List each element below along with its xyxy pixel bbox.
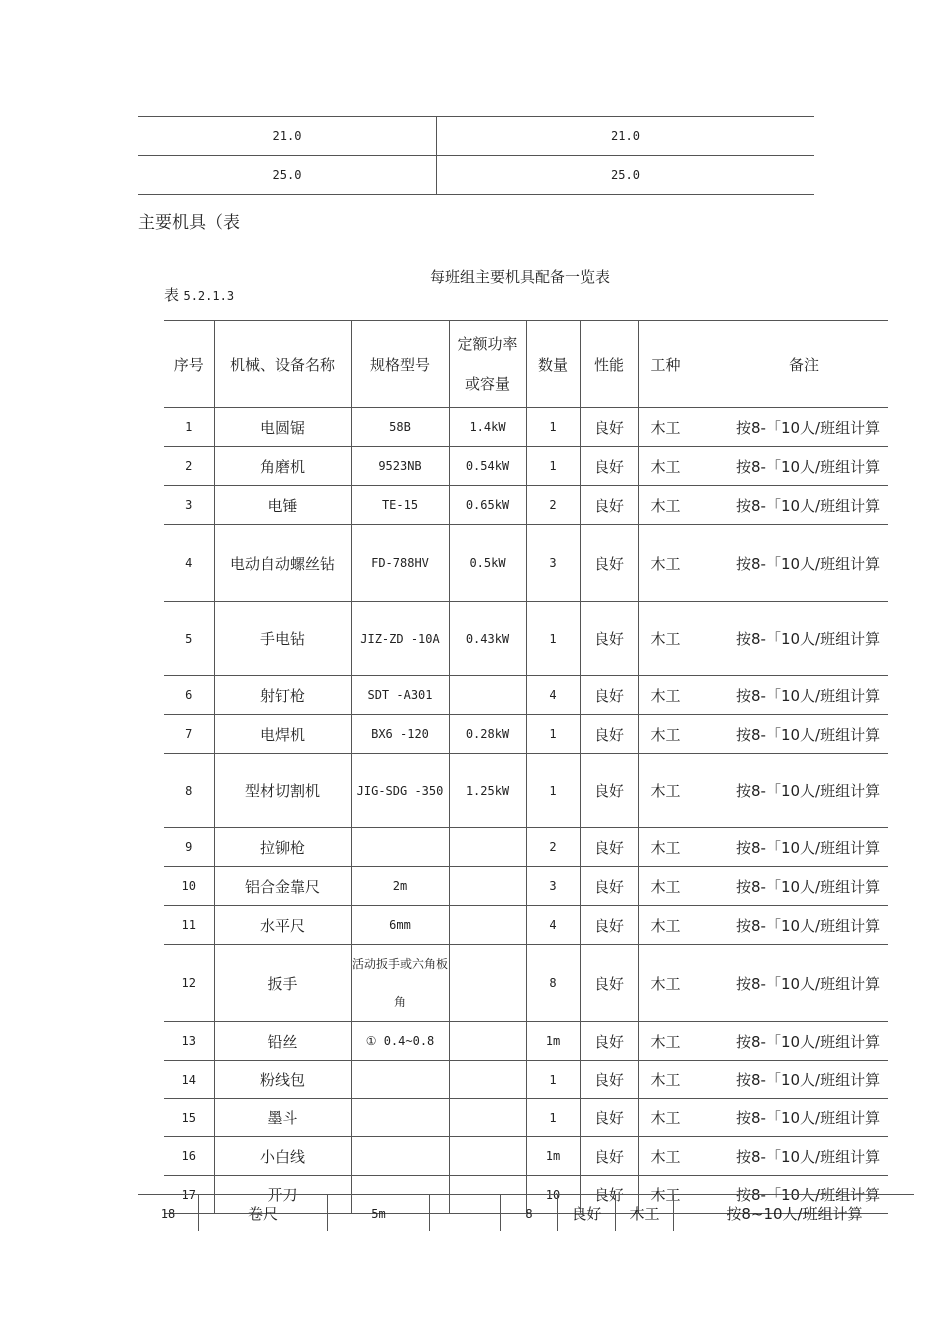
equipment-table-body [164,408,888,1214]
header-seq: 序号 [164,321,214,408]
cell-work-type: 木工 [638,1061,720,1099]
cell-note: 按8-「10人/班组计算 [720,906,888,945]
cell-seq: 10 [164,867,214,906]
table-row [164,945,888,1022]
cell-name: 墨斗 [214,1099,351,1137]
cell-note: 按8-「10人/班组计算 [720,828,888,867]
cell-name: 角磨机 [214,447,351,486]
cell-performance: 良好 [580,1137,638,1176]
cell-qty: 8 [526,945,580,1022]
cell-note: 按8-「10人/班组计算 [720,1176,888,1214]
header-note: 备注 [720,321,888,408]
last-row-model: 5m [327,1195,429,1231]
cell-qty: 1 [526,408,580,447]
table-number-prefix: 表 [164,286,180,304]
cell-power [449,676,526,715]
cell-seq: 15 [164,1099,214,1137]
cell-model: FD-788HV [351,525,449,602]
cell-performance: 良好 [580,525,638,602]
cell-name: 拉铆枪 [214,828,351,867]
header-model: 规格型号 [351,321,449,408]
cell-qty: 2 [526,486,580,525]
cell-name: 扳手 [214,945,351,1022]
cell-qty: 1m [526,1137,580,1176]
table-row [164,1099,888,1137]
cell-work-type: 木工 [638,447,720,486]
table-cell: 25.0 [138,156,437,195]
cell-model: 2m [351,867,449,906]
cell-name: 水平尺 [214,906,351,945]
cell-note: 按8-「10人/班组计算 [720,1137,888,1176]
cell-qty: 4 [526,906,580,945]
table-row [164,408,888,447]
table-cell: 25.0 [437,156,815,195]
cell-model: 活动扳手或六角板角 [351,945,449,1022]
cell-qty: 1 [526,1099,580,1137]
cell-power: 1.4kW [449,408,526,447]
cell-seq: 17 [164,1176,214,1214]
cell-seq: 14 [164,1061,214,1099]
cell-model: TE-15 [351,486,449,525]
table-row [164,715,888,754]
cell-model [351,1137,449,1176]
table-cell: 21.0 [437,117,815,156]
cell-performance: 良好 [580,715,638,754]
cell-performance: 良好 [580,1022,638,1061]
cell-power: 0.54kW [449,447,526,486]
cell-name: 电圆锯 [214,408,351,447]
cell-power: 0.28kW [449,715,526,754]
table-row [164,447,888,486]
cell-work-type: 木工 [638,945,720,1022]
cell-work-type: 木工 [638,1022,720,1061]
table-row [164,828,888,867]
cell-name: 射钉枪 [214,676,351,715]
cell-qty: 1m [526,1022,580,1061]
cell-qty: 4 [526,676,580,715]
table-row [138,156,814,195]
cell-power: 0.65kW [449,486,526,525]
table-title: 每班组主要机具配备一览表 [430,268,611,286]
cell-seq: 7 [164,715,214,754]
header-power-line1: 定额功率 [457,335,518,353]
cell-seq: 5 [164,602,214,676]
cell-qty: 3 [526,867,580,906]
cell-work-type: 木工 [638,754,720,828]
cell-work-type: 木工 [638,867,720,906]
cell-seq: 3 [164,486,214,525]
cell-note: 按8-「10人/班组计算 [720,1022,888,1061]
cell-performance: 良好 [580,676,638,715]
table-row [164,906,888,945]
cell-performance: 良好 [580,1099,638,1137]
table-row [164,754,888,828]
table-row [164,525,888,602]
cell-performance: 良好 [580,447,638,486]
cell-power [449,906,526,945]
table-row [164,602,888,676]
cell-seq: 8 [164,754,214,828]
cell-performance: 良好 [580,754,638,828]
cell-name: 电锤 [214,486,351,525]
header-power-line2: 或容量 [464,375,510,393]
cell-performance: 良好 [580,867,638,906]
table-row [164,1137,888,1176]
cell-seq: 2 [164,447,214,486]
cell-performance: 良好 [580,906,638,945]
header-performance: 性能 [580,321,638,408]
table-number-value: 5.2.1.3 [183,289,235,303]
cell-qty: 2 [526,828,580,867]
cell-note: 按8-「10人/班组计算 [720,447,888,486]
cell-power [449,867,526,906]
last-row-work-type: 木工 [615,1195,673,1231]
cell-seq: 6 [164,676,214,715]
cell-work-type: 木工 [638,408,720,447]
cell-note: 按8-「10人/班组计算 [720,1099,888,1137]
cell-model [351,1061,449,1099]
cell-power [449,1022,526,1061]
last-row-qty: 8 [500,1195,557,1231]
table-row [138,117,814,156]
cell-work-type: 木工 [638,906,720,945]
cell-name: 电焊机 [214,715,351,754]
cell-seq: 13 [164,1022,214,1061]
cell-model: 6mm [351,906,449,945]
cell-power [449,945,526,1022]
cell-work-type: 木工 [638,1099,720,1137]
cell-note: 按8-「10人/班组计算 [720,1061,888,1099]
table-row [164,486,888,525]
table-row [164,867,888,906]
cell-note: 按8-「10人/班组计算 [720,486,888,525]
cell-name: 型材切割机 [214,754,351,828]
header-name: 机械、设备名称 [214,321,351,408]
cell-note: 按8-「10人/班组计算 [720,676,888,715]
cell-note: 按8-「10人/班组计算 [720,715,888,754]
cell-work-type: 木工 [638,828,720,867]
last-row-name: 卷尺 [198,1195,327,1231]
cell-note: 按8-「10人/班组计算 [720,602,888,676]
cell-power [449,1061,526,1099]
cell-seq: 4 [164,525,214,602]
cell-work-type: 木工 [638,676,720,715]
table-row-last [138,1194,914,1231]
last-row-performance: 良好 [557,1195,615,1231]
top-values-table [138,116,814,195]
cell-model: 58B [351,408,449,447]
cell-performance: 良好 [580,1061,638,1099]
table-row [164,676,888,715]
cell-work-type: 木工 [638,486,720,525]
cell-model [351,828,449,867]
cell-power [449,1099,526,1137]
table-row [164,1061,888,1099]
cell-work-type: 木工 [638,715,720,754]
cell-qty: 1 [526,754,580,828]
table-number [164,284,234,305]
cell-power: 0.43kW [449,602,526,676]
cell-model: JIG-SDG -350 [351,754,449,828]
cell-model: BX6 -120 [351,715,449,754]
cell-performance: 良好 [580,1176,638,1214]
cell-qty: 1 [526,602,580,676]
cell-name: 铅丝 [214,1022,351,1061]
cell-power: 1.25kW [449,754,526,828]
cell-performance: 良好 [580,486,638,525]
cell-name: 开刀 [214,1176,351,1214]
cell-note: 按8-「10人/班组计算 [720,408,888,447]
cell-performance: 良好 [580,945,638,1022]
cell-seq: 11 [164,906,214,945]
cell-performance: 良好 [580,602,638,676]
cell-seq: 1 [164,408,214,447]
cell-model: SDT -A301 [351,676,449,715]
cell-work-type: 木工 [638,602,720,676]
cell-name: 手电钻 [214,602,351,676]
cell-name: 粉线包 [214,1061,351,1099]
section-heading: 主要机具（表 [138,213,240,233]
cell-qty: 10 [526,1176,580,1214]
table-row [164,1022,888,1061]
table-cell: 21.0 [138,117,437,156]
cell-note: 按8-「10人/班组计算 [720,945,888,1022]
cell-work-type: 木工 [638,1137,720,1176]
cell-qty: 3 [526,525,580,602]
header-work-type: 工种 [638,321,720,408]
last-row-note: 按8~10人/班组计算 [673,1195,915,1231]
cell-power [449,828,526,867]
cell-power: 0.5kW [449,525,526,602]
cell-work-type: 木工 [638,1176,720,1214]
cell-qty: 1 [526,715,580,754]
last-row-seq: 18 [160,1207,176,1221]
cell-model: 9523NB [351,447,449,486]
cell-note: 按8-「10人/班组计算 [720,525,888,602]
header-qty: 数量 [526,321,580,408]
cell-power [449,1137,526,1176]
cell-name: 电动自动螺丝钻 [214,525,351,602]
cell-seq: 12 [164,945,214,1022]
cell-seq: 9 [164,828,214,867]
table-header-row [164,321,888,408]
cell-name: 小白线 [214,1137,351,1176]
cell-model: ① 0.4~0.8 [351,1022,449,1061]
last-row-power [429,1195,501,1231]
cell-note: 按8-「10人/班组计算 [720,754,888,828]
cell-qty: 1 [526,447,580,486]
cell-work-type: 木工 [638,525,720,602]
cell-name: 铝合金靠尺 [214,867,351,906]
cell-performance: 良好 [580,408,638,447]
cell-seq: 16 [164,1137,214,1176]
header-power [449,321,526,408]
equipment-table [164,320,888,1214]
cell-performance: 良好 [580,828,638,867]
cell-model: JIZ-ZD -10A [351,602,449,676]
cell-model [351,1099,449,1137]
cell-qty: 1 [526,1061,580,1099]
cell-note: 按8-「10人/班组计算 [720,867,888,906]
